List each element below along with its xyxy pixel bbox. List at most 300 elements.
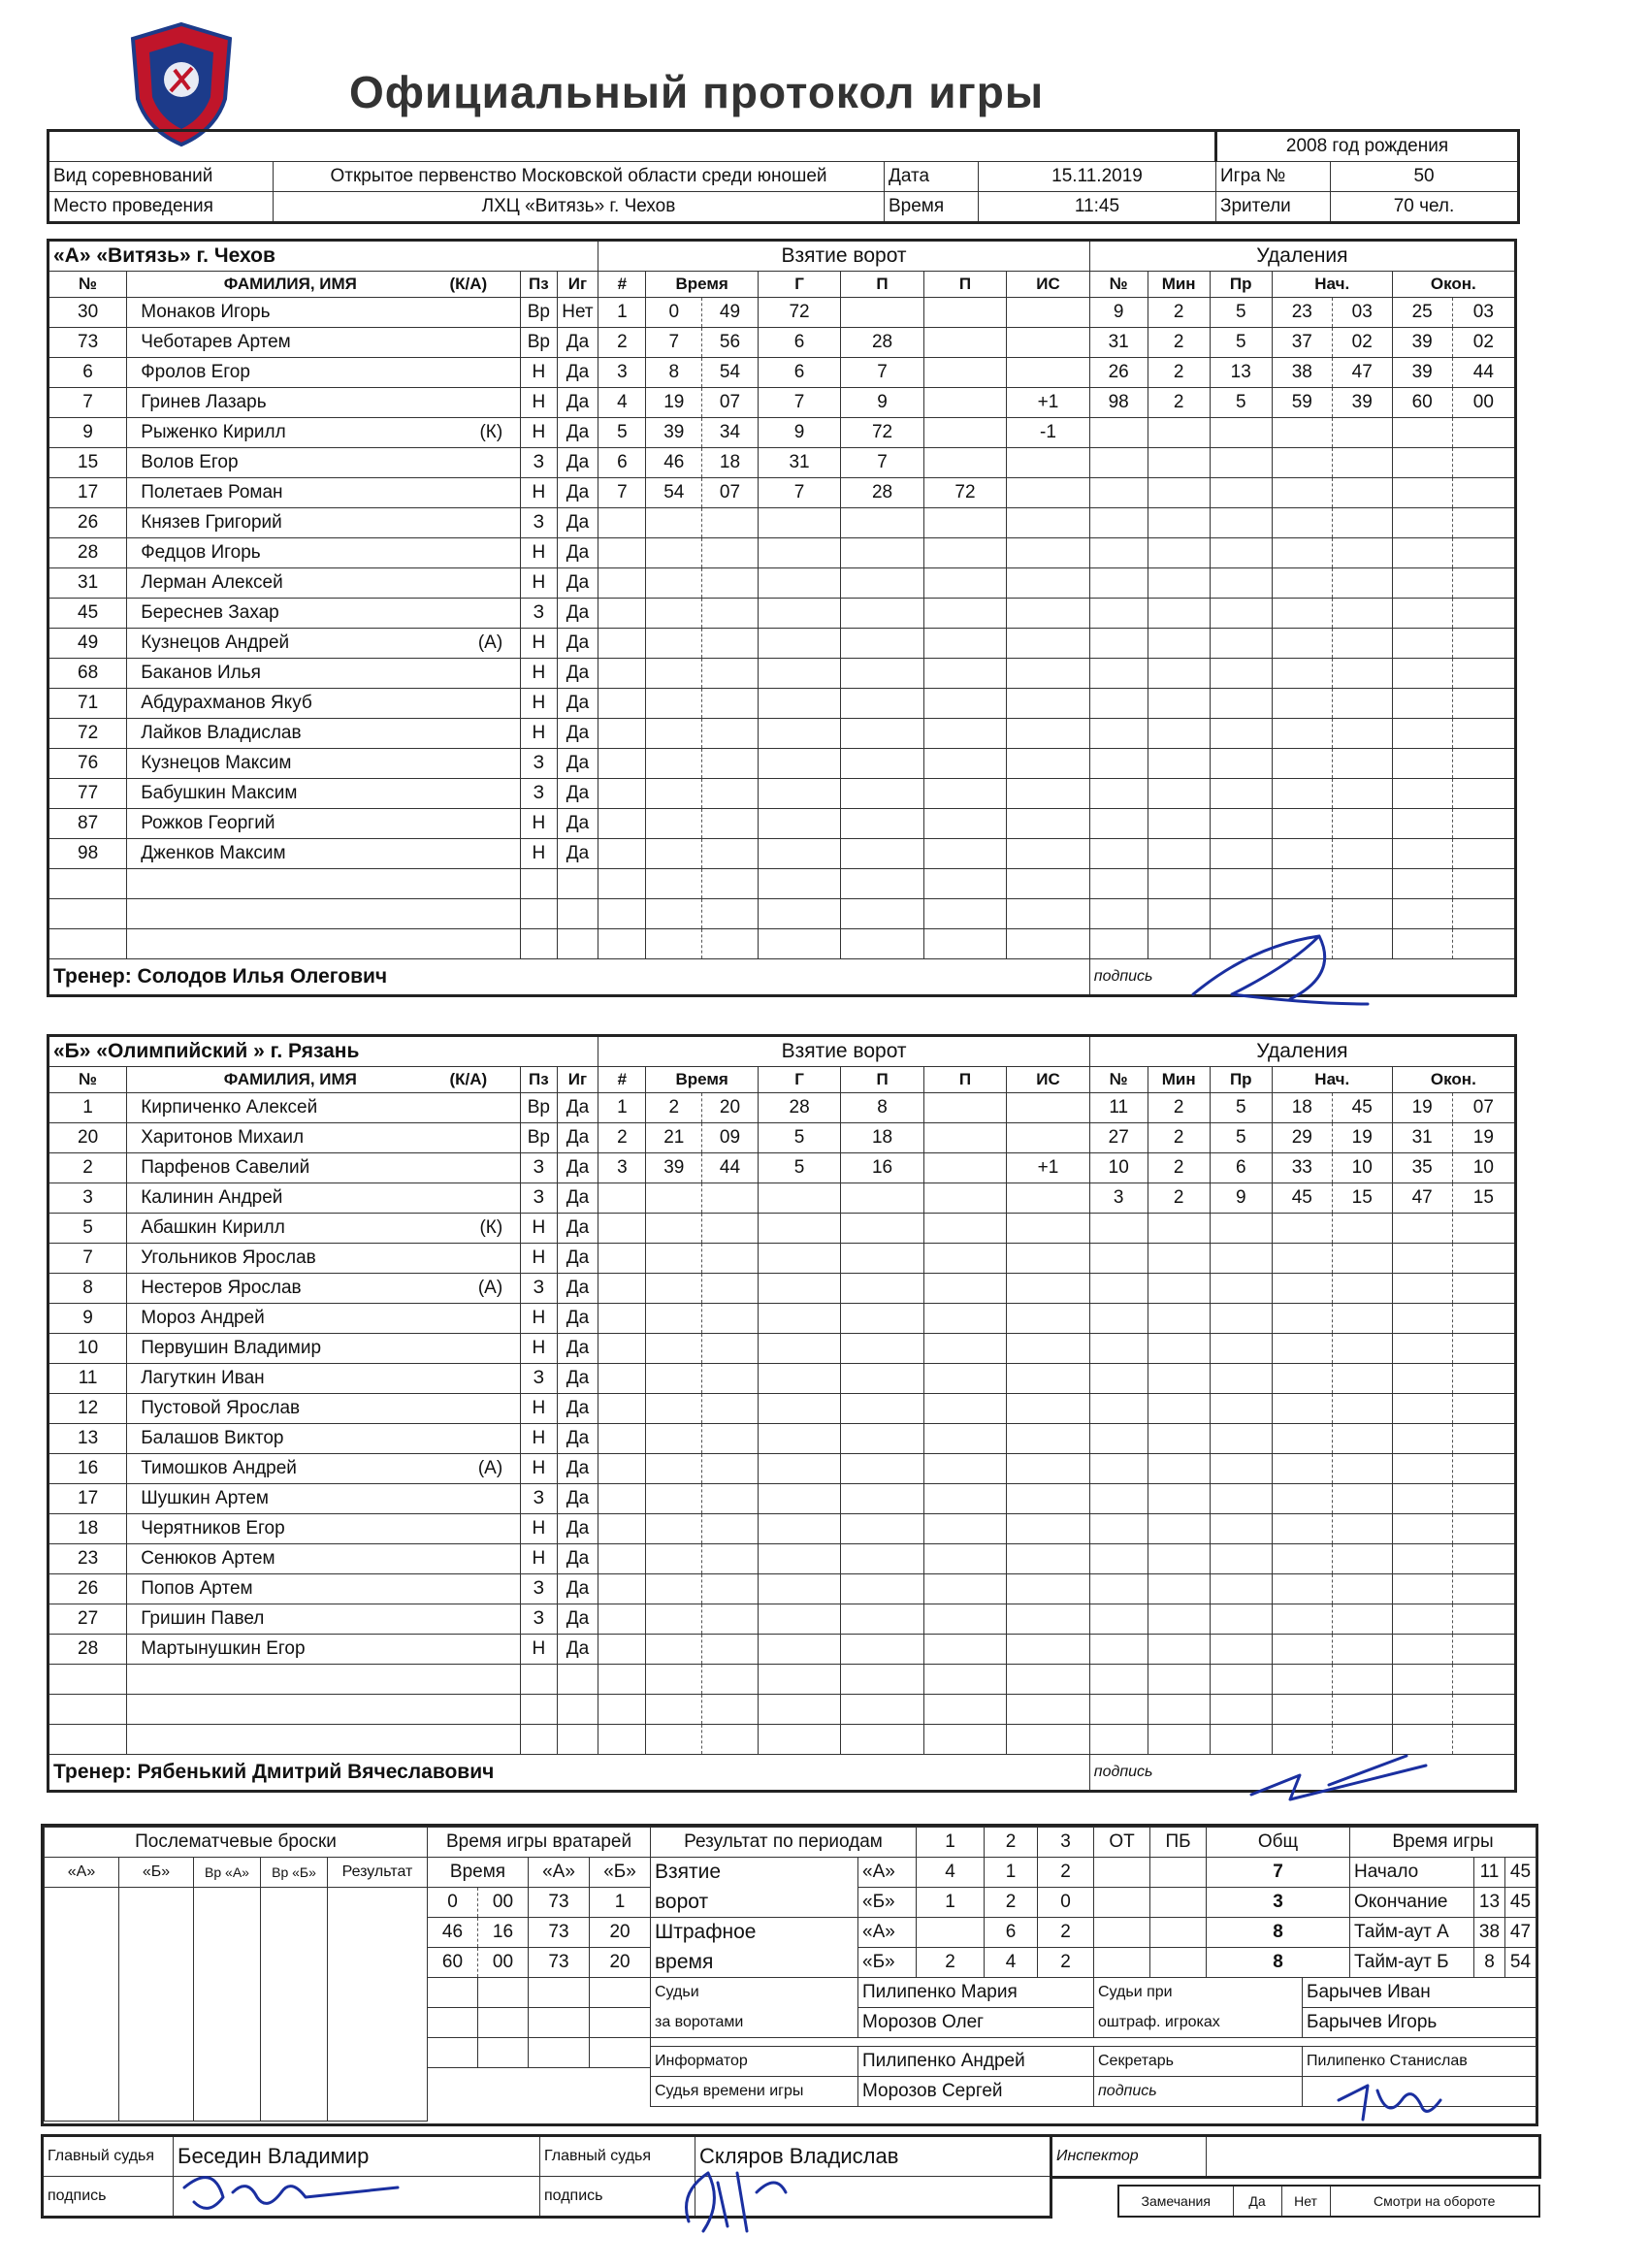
goal-scorer [758,1695,840,1725]
spacer [651,2038,1536,2047]
penalty-start-min [1272,659,1332,689]
player-number: 23 [48,1544,127,1574]
gk-empty-cell [529,2008,590,2038]
player-number: 6 [48,358,127,388]
penalty-code [1210,418,1272,448]
penalty-end-sec: 02 [1452,328,1515,358]
goal-assist-1: 8 [841,1093,923,1123]
goal-scorer: 5 [758,1123,840,1153]
goal-strength [1007,719,1090,749]
penalty-end-min [1392,568,1452,599]
col-name [127,272,521,298]
player-name: Харитонов Михаил [141,1127,305,1148]
penalty-start-sec [1332,1274,1392,1304]
penalty-end-min [1392,929,1452,959]
penalty-start-min [1272,1454,1332,1484]
goal-strength [1007,839,1090,869]
goal-number [598,719,646,749]
goals-a-total: 7 [1207,1858,1350,1888]
goal-assist-1 [841,1544,923,1574]
penalty-player [1089,478,1148,508]
player-row [48,568,1516,599]
penalty-start-min [1272,839,1332,869]
goal-assist-1: 28 [841,478,923,508]
goal-scorer: 28 [758,1093,840,1123]
goal-scorer [758,1635,840,1665]
player-number: 73 [48,328,127,358]
penalty-start-sec: 47 [1332,358,1392,388]
player-plays: Да [557,1334,598,1364]
player-row [48,1665,1516,1695]
goal-assist-1 [841,1274,923,1304]
penalty-end-min [1392,689,1452,719]
game-time-table [1349,1827,1536,1978]
player-plays: Да [557,1484,598,1514]
player-plays: Да [557,388,598,418]
goal-strength: +1 [1007,388,1090,418]
goal-min: 8 [646,358,702,388]
penalty-start-sec [1332,1544,1392,1574]
goal-min [646,599,702,629]
goal-sec [702,1635,759,1665]
player-plays: Да [557,1153,598,1183]
penalty-start-sec [1332,1695,1392,1725]
goal-scorer: 7 [758,388,840,418]
player-plays: Да [557,1424,598,1454]
penalty-end-sec [1452,1334,1515,1364]
penalty-player: 3 [1089,1183,1148,1214]
penalty-end-sec: 10 [1452,1153,1515,1183]
penalty-min [1148,1364,1210,1394]
penalty-code [1210,749,1272,779]
col-no: № [48,1067,127,1093]
goal-number [598,508,646,538]
penalty-code: 5 [1210,298,1272,328]
goal-assist-1: 7 [841,448,923,478]
penalty-player [1089,1334,1148,1364]
penalty-start-min: 33 [1272,1153,1332,1183]
goal-strength: -1 [1007,418,1090,448]
col-min: Мин [1148,1067,1210,1093]
penalty-start-min [1272,809,1332,839]
penalty-start-min [1272,418,1332,448]
pen-a-p3: 2 [1038,1918,1094,1948]
player-number [48,899,127,929]
goal-scorer [758,1544,840,1574]
goal-assist-2 [923,1695,1006,1725]
player-position: Н [521,418,557,448]
penalty-end-sec [1452,839,1515,869]
player-number: 26 [48,508,127,538]
player-plays: Да [557,1394,598,1424]
summary-section [41,1824,1538,2126]
player-number: 30 [48,298,127,328]
goal-sec [702,1394,759,1424]
shootouts-table [44,1827,428,2122]
player-position: Н [521,1454,557,1484]
so-cell [328,1888,428,2122]
goal-assist-1 [841,779,923,809]
player-position: Н [521,478,557,508]
player-name: Рыженко Кирилл [141,422,286,442]
player-position: Н [521,1334,557,1364]
goal-scorer [758,869,840,899]
goal-number: 4 [598,388,646,418]
penalty-min [1148,749,1210,779]
team-b-tag: «Б» [858,1948,917,1978]
player-plays: Да [557,629,598,659]
penalty-min [1148,1394,1210,1424]
gk-row [428,1948,651,1978]
remarks-see-back: Смотри на обороте [1330,2186,1539,2217]
penalty-end-sec [1452,1544,1515,1574]
penalty-end-min [1392,1544,1452,1574]
goal-judges-label: Судьи [651,1978,858,2008]
periods-table [650,1827,1350,1978]
goal-number [598,929,646,959]
goal-assist-1 [841,749,923,779]
penalty-player [1089,1394,1148,1424]
player-row [48,629,1516,659]
goal-assist-1 [841,298,923,328]
penalty-min: 2 [1148,1093,1210,1123]
penalty-code: 5 [1210,1123,1272,1153]
team-a-penalties-title: Удаления [1089,241,1515,272]
gk-empty-cell [590,1978,651,2008]
goal-number: 2 [598,1123,646,1153]
ot-header: ОТ [1094,1828,1150,1858]
goal-number [598,1394,646,1424]
player-row [48,659,1516,689]
goal-scorer [758,568,840,599]
player-row [48,298,1516,328]
goal-sec [702,779,759,809]
goal-scorer [758,1514,840,1544]
goal-min: 2 [646,1093,702,1123]
player-name: Лерман Алексей [141,572,283,593]
player-row [48,1364,1516,1394]
player-name: Сенюков Артем [141,1548,275,1569]
penalty-start-sec [1332,478,1392,508]
goal-assist-2 [923,538,1006,568]
pen-a-ot [1094,1918,1150,1948]
chief1-label: Главный судья [43,2136,174,2177]
penalty-end-sec [1452,809,1515,839]
goal-assist-2 [923,809,1006,839]
player-row [48,869,1516,899]
goal-sec [702,719,759,749]
player-row [48,1635,1516,1665]
goal-sec [702,1214,759,1244]
goal-assist-1 [841,1484,923,1514]
player-name-cell [127,418,521,448]
penalty-end-min: 35 [1392,1153,1452,1183]
team-b-goals-title: Взятие ворот [598,1036,1089,1067]
goal-assist-2 [923,508,1006,538]
player-name-cell [127,388,521,418]
penalty-min [1148,1544,1210,1574]
goal-strength [1007,1214,1090,1244]
player-row [48,1695,1516,1725]
goal-number [598,689,646,719]
goals-a-ot [1094,1858,1150,1888]
total-header: Общ [1207,1828,1350,1858]
goal-sec [702,1574,759,1604]
penalty-start-min [1272,508,1332,538]
so-a: «А» [45,1858,119,1888]
goal-assist-1 [841,1695,923,1725]
goal-min [646,568,702,599]
penalty-end-min: 39 [1392,358,1452,388]
goal-min [646,508,702,538]
player-name: Кирпиченко Алексей [141,1097,318,1118]
time: 11:45 [979,192,1216,223]
penalty-end-min [1392,1695,1452,1725]
penalty-min [1148,568,1210,599]
shootouts-title: Послематчевые броски [45,1828,428,1858]
penalty-start-sec: 19 [1332,1123,1392,1153]
player-name-cell [127,538,521,568]
player-row [48,1123,1516,1153]
so-cell [45,1888,119,2122]
goal-min [646,1725,702,1755]
penalty-start-sec [1332,749,1392,779]
spectators-label: Зрители [1216,192,1331,223]
goal-assist-2 [923,1394,1006,1424]
goal-assist-2 [923,1725,1006,1755]
player-row [48,388,1516,418]
goal-strength [1007,1334,1090,1364]
player-number: 49 [48,629,127,659]
penalty-code [1210,1574,1272,1604]
goal-assist-1 [841,568,923,599]
player-row [48,538,1516,568]
col-hash: # [598,272,646,298]
goal-strength [1007,1514,1090,1544]
penalty-player: 10 [1089,1153,1148,1183]
player-name: Абашкин Кирилл [141,1217,285,1238]
penalty-min [1148,1574,1210,1604]
goal-sec [702,839,759,869]
penalty-code [1210,1244,1272,1274]
penalty-start-min [1272,1244,1332,1274]
goal-min [646,839,702,869]
pen-b-p1: 2 [917,1948,985,1978]
pen-b-p2: 4 [985,1948,1038,1978]
penalty-end-min [1392,418,1452,448]
secretary-signature [1329,2061,1455,2129]
player-row [48,1244,1516,1274]
player-plays: Да [557,749,598,779]
penalty-end-sec [1452,929,1515,959]
goal-assist-1 [841,1635,923,1665]
goal-assist-1 [841,1725,923,1755]
col-play: Иг [557,1067,598,1093]
goal-scorer [758,899,840,929]
penalty-start-min [1272,538,1332,568]
penalty-end-sec [1452,659,1515,689]
penalty-start-min [1272,599,1332,629]
penalty-code [1210,599,1272,629]
penalty-min [1148,1695,1210,1725]
penalty-player [1089,1604,1148,1635]
player-number: 12 [48,1394,127,1424]
penalty-end-min [1392,1364,1452,1394]
player-row [48,508,1516,538]
penalty-start-sec [1332,779,1392,809]
goal-sec [702,1695,759,1725]
goal-assist-2 [923,839,1006,869]
penalty-player: 31 [1089,328,1148,358]
goal-sec: 49 [702,298,759,328]
penalty-start-min [1272,1214,1332,1244]
player-position: Н [521,659,557,689]
remarks-no: Нет [1281,2186,1330,2217]
player-name-cell [127,779,521,809]
team-a-header-row [48,272,1516,298]
penalty-end-min: 31 [1392,1123,1452,1153]
player-position [521,1665,557,1695]
goal-strength [1007,328,1090,358]
penalty-code [1210,779,1272,809]
goal-number [598,568,646,599]
col-name [127,1067,521,1093]
goal-assist-1: 18 [841,1123,923,1153]
goal-scorer [758,1183,840,1214]
player-plays: Да [557,328,598,358]
goal-sec [702,1484,759,1514]
penalty-end-min [1392,1514,1452,1544]
pen-judge-1: Барычев Иван [1303,1978,1536,2008]
penalty-end-min: 60 [1392,388,1452,418]
penalty-code [1210,1665,1272,1695]
penalty-start-sec [1332,869,1392,899]
goal-assist-1 [841,508,923,538]
player-name-cell [127,689,521,719]
penalty-player [1089,538,1148,568]
goal-strength [1007,1093,1090,1123]
goals-a-p1: 4 [917,1858,985,1888]
goal-assist-2 [923,779,1006,809]
penalty-code [1210,568,1272,599]
penalty-end-min [1392,478,1452,508]
penalty-min [1148,1454,1210,1484]
goal-assist-2 [923,629,1006,659]
col-pr: Пр [1210,1067,1272,1093]
penalty-start-min: 59 [1272,388,1332,418]
penalty-end-min [1392,869,1452,899]
player-number: 26 [48,1574,127,1604]
goal-number: 1 [598,298,646,328]
goal-sec [702,899,759,929]
gk-sec: 16 [478,1918,529,1948]
penalty-code [1210,689,1272,719]
penalty-end-sec [1452,1244,1515,1274]
goal-strength [1007,1484,1090,1514]
birth-year: 2008 год рождения [1216,131,1519,162]
inspector-table [1050,2134,1541,2179]
player-name-cell [127,1454,521,1484]
goal-assist-1 [841,1665,923,1695]
col-end: Окон. [1392,272,1515,298]
player-role: (А) [477,1278,503,1298]
team-a-coach-signature [1174,926,1387,1023]
player-number: 45 [48,599,127,629]
penalty-player [1089,1635,1148,1665]
penalty-code [1210,899,1272,929]
goal-number [598,1514,646,1544]
goal-strength [1007,1574,1090,1604]
penalty-code: 13 [1210,358,1272,388]
player-number: 28 [48,1635,127,1665]
goal-assist-1 [841,1364,923,1394]
so-b: «Б» [119,1858,194,1888]
penalty-start-min [1272,1635,1332,1665]
goal-assist-2 [923,1424,1006,1454]
penalty-start-min: 38 [1272,358,1332,388]
goal-assist-2 [923,328,1006,358]
player-name: Бабушкин Максим [141,783,298,803]
player-name-cell [127,568,521,599]
goal-scorer [758,538,840,568]
goal-sec [702,1244,759,1274]
player-plays: Да [557,1274,598,1304]
gk-time-header: Время [428,1858,529,1888]
penalty-start-min [1272,1665,1332,1695]
penalty-min [1148,659,1210,689]
penalty-start-sec [1332,508,1392,538]
goal-sec [702,809,759,839]
penalty-min [1148,1424,1210,1454]
player-name: Абдурахманов Якуб [141,693,312,713]
goal-scorer: 5 [758,1153,840,1183]
goal-strength [1007,1665,1090,1695]
col-g: Г [758,272,840,298]
player-name-cell [127,929,521,959]
goal-assist-2 [923,1514,1006,1544]
player-row [48,1334,1516,1364]
player-number: 31 [48,568,127,599]
penalty-player [1089,839,1148,869]
penalty-min [1148,839,1210,869]
penalty-player [1089,749,1148,779]
goals-b-pb [1150,1888,1207,1918]
player-plays: Да [557,1544,598,1574]
player-position: Н [521,358,557,388]
pen-b-total: 8 [1207,1948,1350,1978]
team-b-section [47,1034,1517,1793]
goals-label: Взятие [651,1858,858,1888]
goal-number: 5 [598,418,646,448]
goal-min [646,899,702,929]
goal-sec [702,659,759,689]
player-row [48,1574,1516,1604]
gk-row-empty [428,1978,651,2008]
player-name-cell [127,1394,521,1424]
goal-min [646,538,702,568]
penalty-start-min [1272,1695,1332,1725]
player-row [48,779,1516,809]
player-name-cell [127,1725,521,1755]
team-a-goals-title: Взятие ворот [598,241,1089,272]
goal-assist-1 [841,1214,923,1244]
goal-sec: 34 [702,418,759,448]
gk-sec: 00 [478,1888,529,1918]
player-position: Вр [521,1093,557,1123]
penalty-end-sec: 15 [1452,1183,1515,1214]
player-position [521,929,557,959]
goal-strength [1007,358,1090,388]
